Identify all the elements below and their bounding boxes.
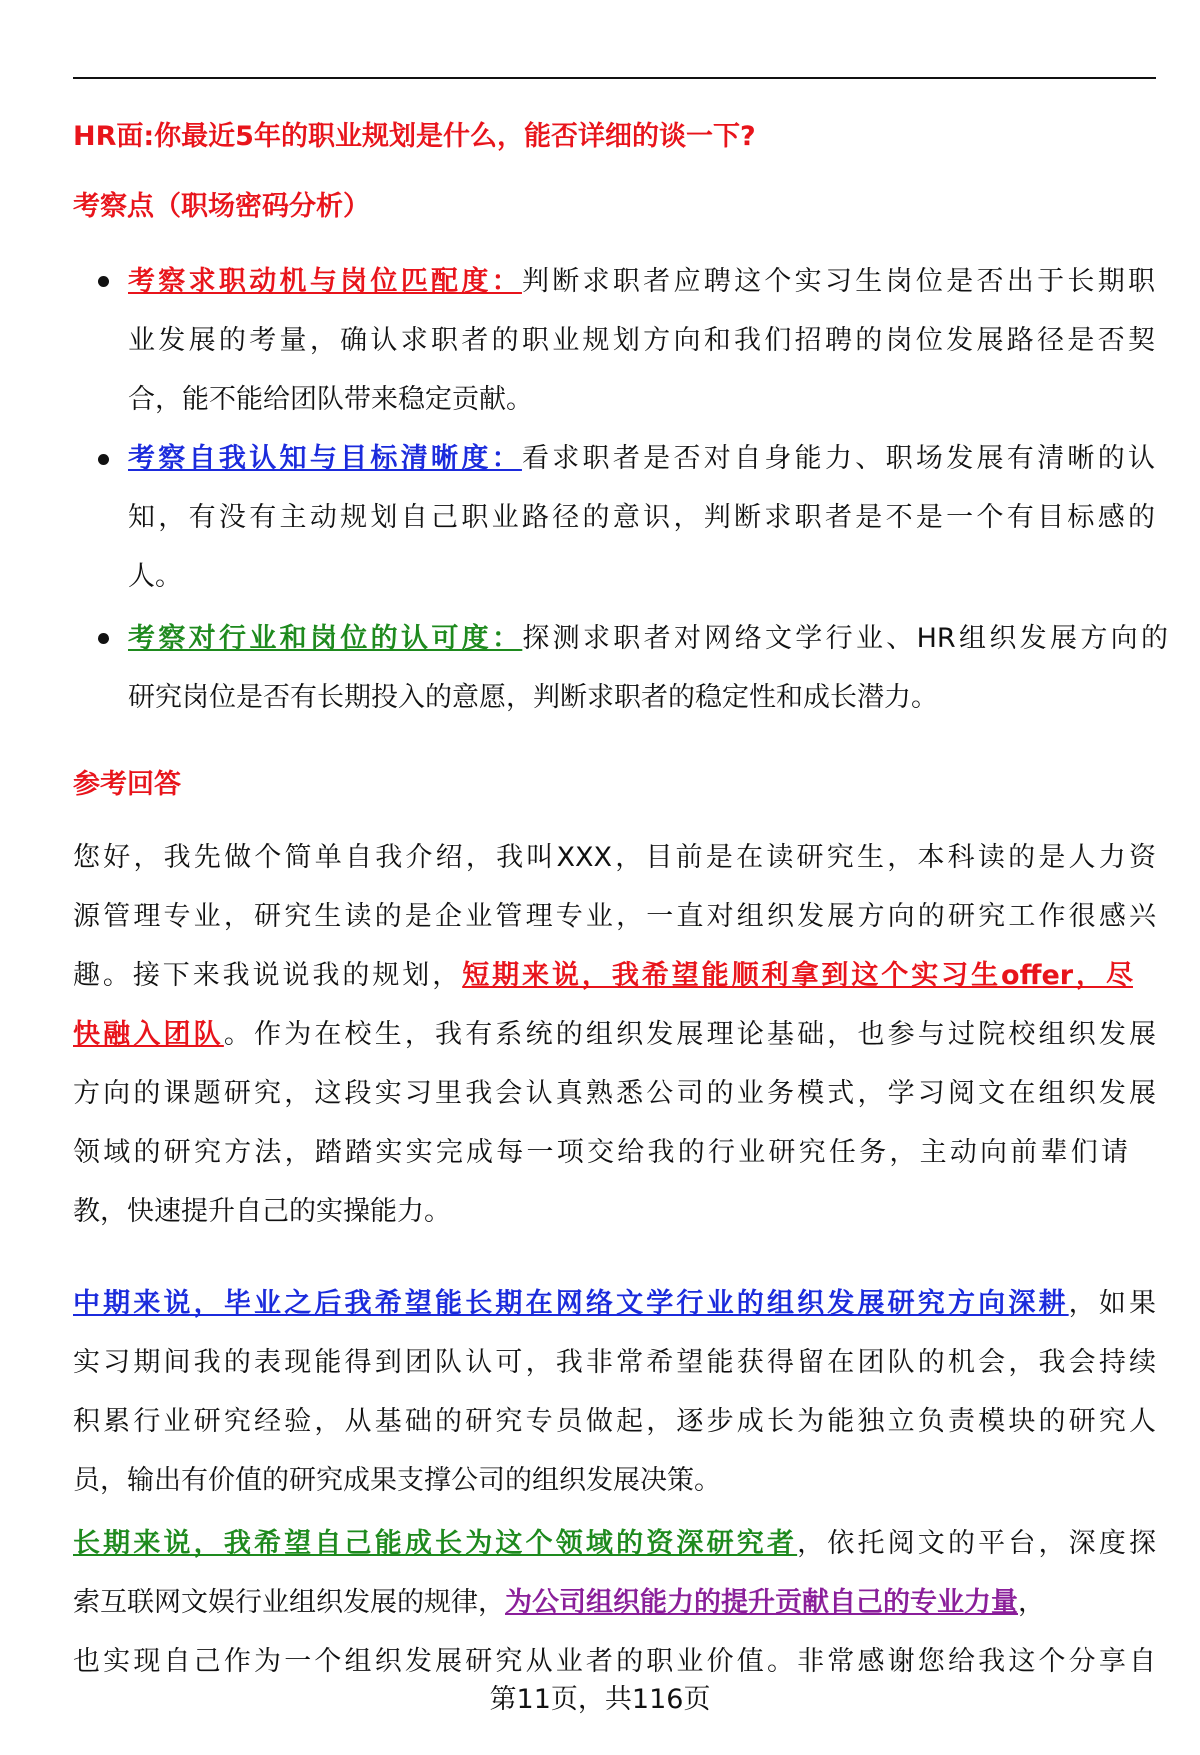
answer-line: 源管理专业，研究生读的是企业管理专业，一直对组织发展方向的研究工作很感兴 — [73, 901, 1156, 932]
bullet-line — [128, 621, 1168, 657]
answer-line: 也实现自己作为一个组织发展研究从业者的职业价值。非常感谢您给我这个分享自 — [73, 1646, 1156, 1677]
answer-line: 实习期间我的表现能得到团队认可，我非常希望能获得留在团队的机会，我会持续 — [73, 1347, 1156, 1378]
bullet-dot — [98, 276, 109, 287]
answer-line: 教，快速提升自己的实操能力。 — [73, 1196, 451, 1227]
bullet-text: 探测求职者对网络文学行业、HR组织发展方向的 — [522, 623, 1169, 654]
answer-line — [73, 1526, 1156, 1562]
bullet-text: 看求职者是否对自身能力、职场发展有清晰的认 — [521, 443, 1156, 474]
highlight-short-term: 快融入团队 — [73, 1019, 224, 1050]
answer-text: 趣。接下来我说说我的规划， — [73, 960, 463, 991]
highlight-long-term: 长期来说，我希望自己能成长为这个领域的资深研究者 — [73, 1528, 798, 1559]
answer-line: 积累行业研究经验，从基础的研究专员做起，逐步成长为能独立负责模块的研究人 — [73, 1406, 1156, 1437]
bullet-label: 考察自我认知与目标清晰度： — [128, 443, 522, 474]
bullet-line: 研究岗位是否有长期投入的意愿，判断求职者的稳定性和成长潜力。 — [128, 682, 938, 713]
bullet-label: 考察对行业和岗位的认可度： — [128, 623, 523, 654]
bullet-line — [128, 264, 1155, 300]
bullet-label: 考察求职动机与岗位匹配度： — [128, 266, 522, 297]
bullet-dot — [98, 633, 109, 644]
answer-line — [73, 958, 1133, 994]
answer-text: ， — [1018, 1587, 1045, 1618]
answer-text: 。作为在校生，我有系统的组织发展理论基础，也参与过院校组织发展 — [223, 1019, 1157, 1050]
page-number: 第11页，共116页 — [489, 1684, 711, 1715]
bullet-dot — [98, 454, 109, 465]
question-title: HR面:你最近5年的职业规划是什么，能否详细的谈一下? — [73, 121, 756, 152]
answer-text: ，如果 — [1068, 1288, 1156, 1319]
bullet-text: 判断求职者应聘这个实习生岗位是否出于长期职 — [521, 266, 1156, 297]
bullet-line — [128, 441, 1155, 477]
answer-line: 您好，我先做个简单自我介绍，我叫XXX，目前是在读研究生，本科读的是人力资 — [73, 842, 1156, 873]
highlight-contribution: 为公司组织能力的提升贡献自己的专业力量 — [505, 1587, 1018, 1618]
header-rule — [73, 77, 1156, 79]
analysis-heading: 考察点（职场密码分析） — [73, 191, 370, 222]
answer-line: 方向的课题研究，这段实习里我会认真熟悉公司的业务模式，学习阅文在组织发展 — [73, 1078, 1156, 1109]
answer-heading: 参考回答 — [73, 769, 181, 800]
answer-line — [73, 1585, 1156, 1621]
bullet-line: 人。 — [128, 561, 182, 592]
bullet-line: 知，有没有主动规划自己职业路径的意识，判断求职者是不是一个有目标感的 — [128, 502, 1155, 533]
answer-text: ，依托阅文的平台，深度探 — [797, 1528, 1157, 1559]
highlight-mid-term: 中期来说，毕业之后我希望能长期在网络文学行业的组织发展研究方向深耕 — [73, 1288, 1069, 1319]
answer-line: 领域的研究方法，踏踏实实完成每一项交给我的行业研究任务，主动向前辈们请 — [73, 1137, 1128, 1168]
answer-line — [73, 1017, 1156, 1053]
highlight-short-term: 短期来说，我希望能顺利拿到这个实习生offer，尽 — [462, 960, 1133, 991]
answer-line — [73, 1286, 1156, 1322]
bullet-line: 业发展的考量，确认求职者的职业规划方向和我们招聘的岗位发展路径是否契 — [128, 325, 1155, 356]
bullet-line: 合，能不能给团队带来稳定贡献。 — [128, 384, 533, 415]
answer-line: 员，输出有价值的研究成果支撑公司的组织发展决策。 — [73, 1465, 721, 1496]
answer-text: 索互联网文娱行业组织发展的规律， — [73, 1587, 505, 1618]
